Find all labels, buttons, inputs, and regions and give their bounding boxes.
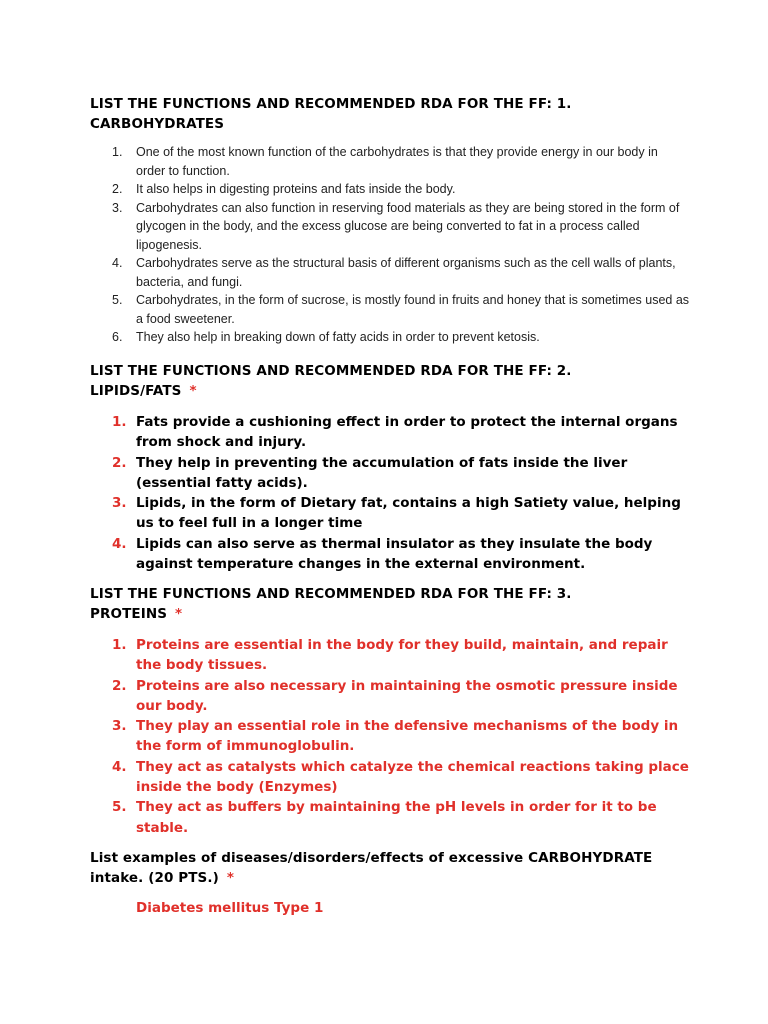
item-number: 2.	[112, 182, 123, 196]
proteins-list	[90, 635, 690, 838]
heading-line: List examples of diseases/disorders/effects of excessive CARBOHYDRATE	[90, 850, 653, 866]
item-text: They also help in breaking down of fatty acids in order to prevent ketosis.	[136, 330, 540, 344]
item-text: Lipids, in the form of Dietary fat, contains a high Satiety value, helping us to feel full in a longer time	[136, 495, 681, 532]
section-heading	[90, 848, 690, 888]
heading-line: LIST THE FUNCTIONS AND RECOMMENDED RDA FOR THE FF: 3.	[90, 586, 572, 602]
answer-text: Diabetes mellitus Type 1	[136, 900, 324, 916]
list-item	[90, 716, 690, 757]
item-text: They help in preventing the accumulation of fats inside the liver (essential fatty acids).	[136, 454, 628, 491]
item-text: Carbohydrates serve as the structural basis of different organisms such as the cell walls of plants, bacteria, and fungi.	[136, 256, 676, 289]
item-number: 4.	[112, 535, 127, 552]
section-heading	[90, 361, 690, 401]
list-item	[90, 797, 690, 838]
item-text: Carbohydrates, in the form of sucrose, is mostly found in fruits and honey that is sometimes used as a food sweetener.	[136, 293, 690, 326]
list-item	[90, 453, 690, 494]
list-item	[90, 254, 690, 291]
item-number: 6.	[112, 330, 123, 344]
item-number: 3.	[112, 495, 127, 512]
item-text: They act as buffers by maintaining the pH levels in order for it to be stable.	[136, 799, 657, 836]
section-heading	[90, 94, 690, 134]
section-heading	[90, 584, 690, 624]
list-item	[90, 180, 690, 199]
carbohydrates-list	[90, 143, 690, 347]
list-item	[90, 757, 690, 798]
item-text: They act as catalysts which catalyze the chemical reactions taking place inside the body (Enzymes)	[136, 758, 689, 796]
item-number: 1.	[112, 414, 127, 430]
heading-line	[90, 604, 690, 624]
heading-line: LIST THE FUNCTIONS AND RECOMMENDED RDA FOR THE FF: 2.	[90, 363, 572, 379]
item-text: Fats provide a cushioning effect in order to protect the internal organs from shock and injury.	[136, 414, 678, 451]
required-asterisk: *	[226, 870, 235, 886]
heading-line	[90, 868, 690, 888]
heading-line: LIST THE FUNCTIONS AND RECOMMENDED RDA FOR THE FF: 1.	[90, 96, 572, 112]
heading-line: CARBOHYDRATES	[90, 116, 225, 132]
heading-text: PROTEINS	[90, 606, 168, 622]
list-item	[90, 199, 690, 255]
item-number: 3.	[112, 718, 127, 735]
section-proteins	[90, 584, 690, 838]
item-number: 4.	[112, 758, 127, 775]
item-number: 3.	[112, 200, 123, 215]
list-item	[90, 635, 690, 676]
item-number: 5.	[112, 293, 123, 307]
item-text: Lipids can also serve as thermal insulator as they insulate the body against temperature changes in the external environment.	[136, 535, 653, 573]
item-text: Proteins are essential in the body for they build, maintain, and repair the body tissues.	[136, 637, 668, 674]
required-asterisk: *	[189, 383, 197, 399]
list-item	[90, 493, 690, 534]
item-number: 1.	[112, 145, 123, 159]
heading-text: intake. (20 PTS.)	[90, 870, 219, 886]
list-item	[90, 534, 690, 575]
item-number: 4.	[112, 256, 123, 270]
list-item	[90, 676, 690, 717]
item-number: 1.	[112, 637, 127, 653]
item-text: One of the most known function of the carbohydrates is that they provide energy in our body in order to function.	[136, 145, 658, 178]
item-text: They play an essential role in the defensive mechanisms of the body in the form of immunoglobulin.	[136, 718, 679, 755]
section-lipids	[90, 361, 690, 574]
section-excess-carbohydrate	[90, 848, 690, 916]
required-asterisk: *	[175, 606, 183, 622]
list-item	[90, 143, 690, 180]
list-item	[90, 328, 690, 347]
item-text: It also helps in digesting proteins and fats inside the body.	[136, 182, 456, 196]
item-number: 5.	[112, 799, 127, 816]
list-item	[90, 291, 690, 328]
item-text: Proteins are also necessary in maintaining the osmotic pressure inside our body.	[136, 677, 678, 714]
list-item	[90, 412, 690, 453]
item-number: 2.	[112, 677, 127, 694]
item-number: 2.	[112, 454, 127, 471]
heading-text: LIPIDS/FATS	[90, 383, 182, 399]
section-carbohydrates	[90, 94, 690, 347]
lipids-list	[90, 412, 690, 574]
heading-line	[90, 381, 690, 401]
item-text: Carbohydrates can also function in reserving food materials as they are being stored in the form of glycogen in the body, and the excess glucose are being converted to fat in a process called lipogenesis.	[136, 200, 680, 252]
